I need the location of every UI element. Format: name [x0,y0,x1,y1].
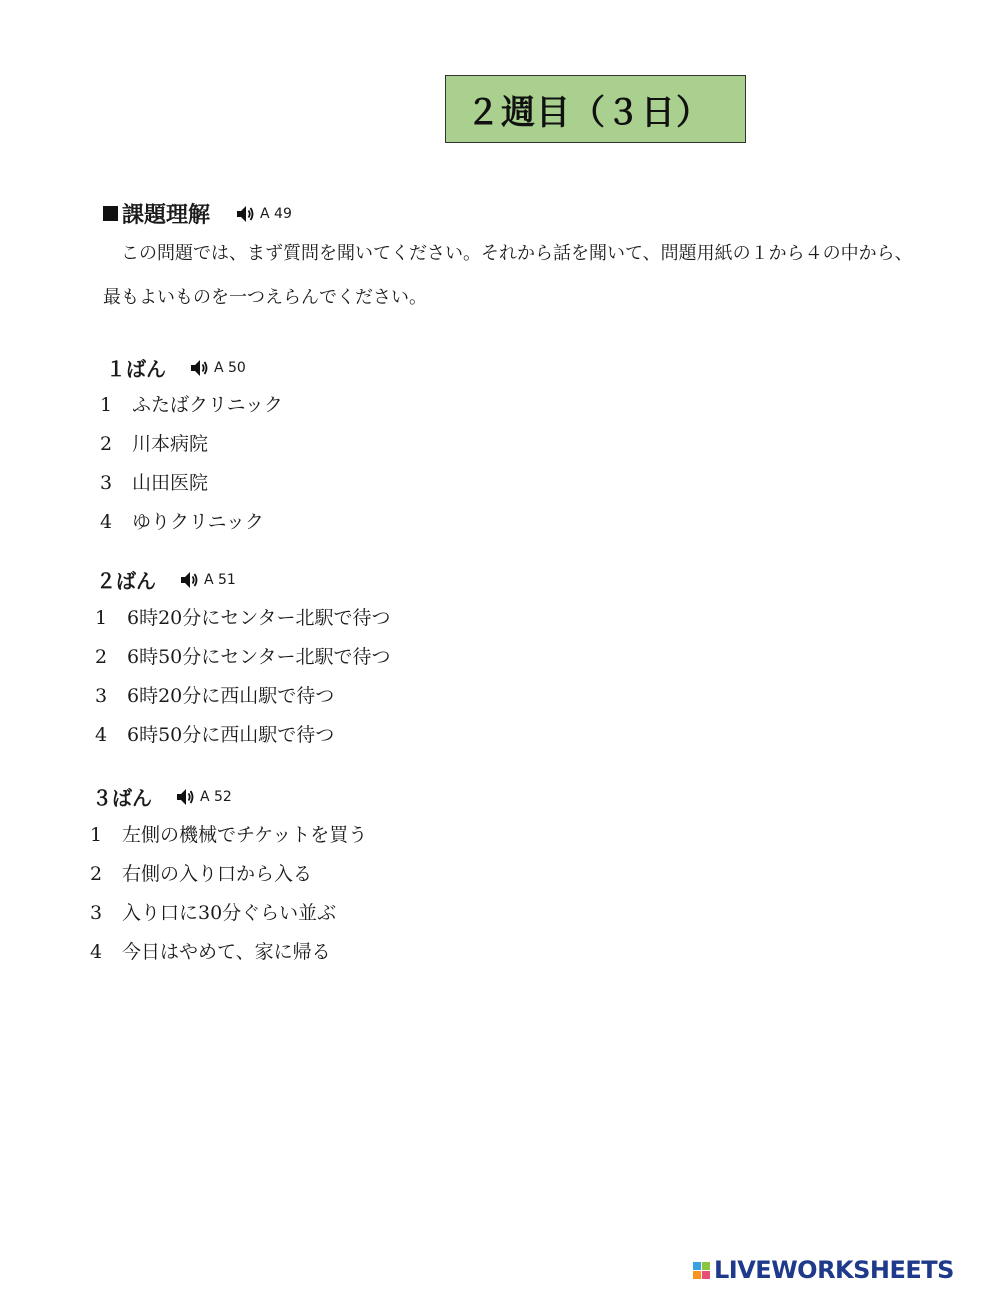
option-number: 3 [100,472,113,494]
question-3-heading [92,782,232,811]
option-text: 6時20分に西山駅で待つ [127,685,335,707]
page-title: ２週目（３日） [445,75,746,143]
liveworksheets-logo[interactable] [693,1256,954,1284]
question-1-heading [106,353,246,382]
option-item[interactable] [95,720,391,759]
audio-button[interactable] [180,570,236,590]
option-text: ふたばクリニック [132,394,283,416]
option-item[interactable] [90,937,367,976]
audio-track-label: A 50 [214,359,246,376]
option-item[interactable] [100,429,283,468]
section-heading-label: 課題理解 [122,203,211,228]
option-number: 4 [100,511,113,533]
option-number: 1 [100,394,113,416]
option-number: 4 [95,724,108,746]
liveworksheets-logo-icon [693,1262,710,1279]
option-text: 川本病院 [132,433,209,455]
audio-button[interactable] [190,358,246,378]
option-text: 右側の入り口から入る [122,863,313,885]
audio-button[interactable] [236,204,292,224]
speaker-icon [236,204,256,224]
question-1-options [100,390,283,546]
audio-track-label: A 51 [204,571,236,588]
option-number: 4 [90,941,103,963]
option-text: 今日はやめて、家に帰る [122,941,331,963]
option-text: 6時20分にセンター北駅で待つ [127,607,391,629]
option-number: 1 [90,824,103,846]
speaker-icon [180,570,200,590]
question-2-options [95,603,391,759]
logo-text: LIVEWORKSHEETS [714,1256,954,1284]
option-item[interactable] [90,820,367,859]
option-number: 2 [100,433,113,455]
option-item[interactable] [90,859,367,898]
question-label: １ばん [106,357,166,381]
option-text: 左側の機械でチケットを買う [122,824,368,846]
option-item[interactable] [100,468,283,507]
speaker-icon [176,787,196,807]
instructions-text: この問題では、まず質問を聞いてください。それから話を聞いて、問題用紙の１から４の中から、最もよいものを一つえらんでください。 [103,243,913,308]
speaker-icon [190,358,210,378]
question-label: ２ばん [96,569,156,593]
audio-track-label: A 49 [260,205,292,222]
option-text: 6時50分にセンター北駅で待つ [127,646,391,668]
option-text: 6時50分に西山駅で待つ [127,724,335,746]
square-bullet-icon [103,206,118,221]
option-text: ゆりクリニック [132,511,264,533]
option-number: 3 [90,902,103,924]
audio-track-label: A 52 [200,788,232,805]
audio-button[interactable] [176,787,232,807]
option-item[interactable] [90,898,367,937]
option-number: 1 [95,607,108,629]
option-item[interactable] [100,390,283,429]
option-number: 3 [95,685,108,707]
question-3-options [90,820,367,976]
question-2-heading [96,565,236,594]
option-item[interactable] [95,681,391,720]
option-item[interactable] [100,507,283,546]
option-text: 入り口に30分ぐらい並ぶ [122,902,337,924]
question-label: ３ばん [92,786,152,810]
option-text: 山田医院 [132,472,209,494]
option-number: 2 [90,863,103,885]
option-number: 2 [95,646,108,668]
option-item[interactable] [95,603,391,642]
option-item[interactable] [95,642,391,681]
section-heading-kadai [103,198,292,229]
